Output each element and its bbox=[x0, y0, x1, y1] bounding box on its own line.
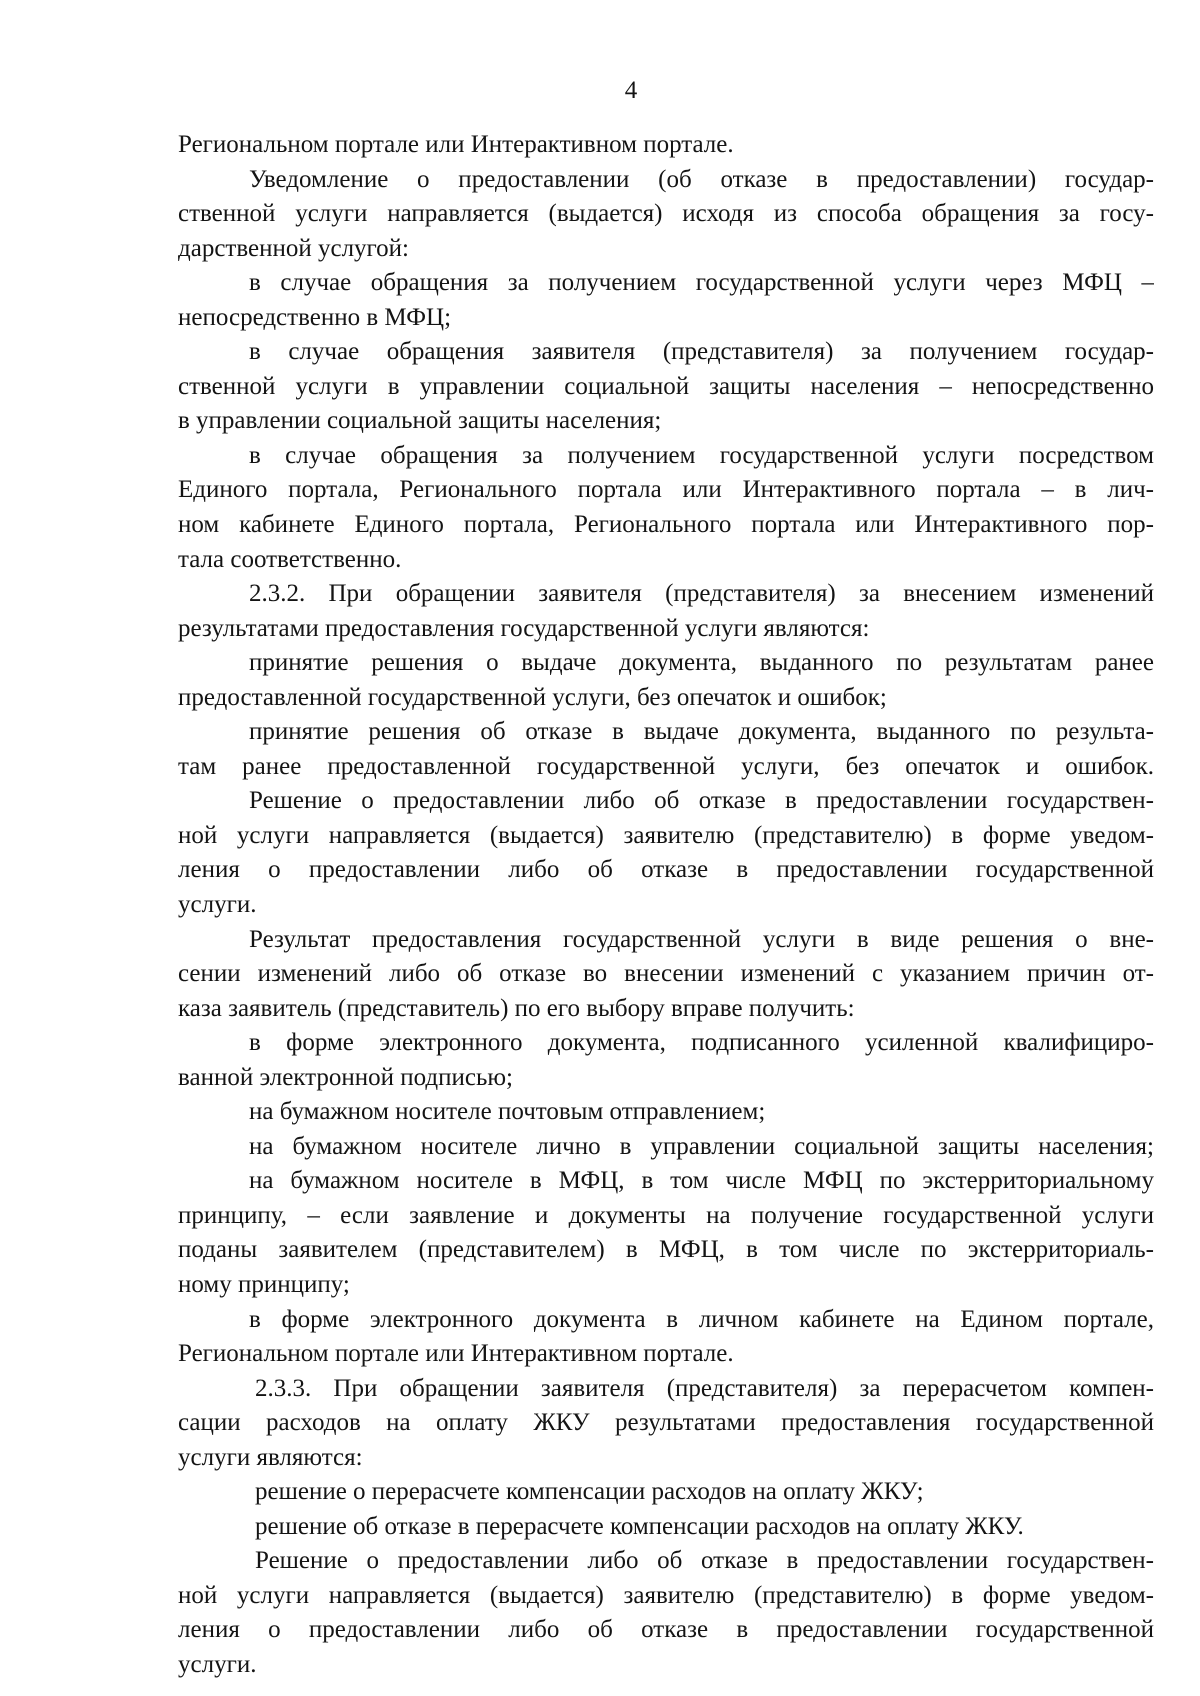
text-line: непосредственно в МФЦ; bbox=[178, 304, 452, 331]
text-line: тала соответственно. bbox=[178, 546, 402, 573]
text-line: решение о перерасчете компенсации расходов на оплату ЖКУ; bbox=[255, 1478, 924, 1505]
text-line: ванной электронной подписью; bbox=[178, 1064, 513, 1091]
text-line: каза заявитель (представитель) по его выбору вправе получить: bbox=[178, 995, 855, 1022]
text-line: ственной услуги направляется (выдается) исходя из способа обращения за госу- bbox=[178, 200, 1154, 227]
text-line: услуги. bbox=[178, 891, 257, 918]
text-line: в форме электронного документа, подписанного усиленной квалифициро- bbox=[249, 1029, 1154, 1056]
text-line: принятие решения о выдаче документа, выданного по результатам ранее bbox=[249, 649, 1154, 676]
text-line: там ранее предоставленной государственной услуги, без опечаток и ошибок. bbox=[178, 753, 1154, 780]
text-line: принятие решения об отказе в выдаче документа, выданного по результа- bbox=[249, 718, 1154, 745]
text-line: решение об отказе в перерасчете компенсации расходов на оплату ЖКУ. bbox=[255, 1513, 1024, 1540]
text-line: в управлении социальной защиты населения; bbox=[178, 407, 662, 434]
text-line: 2.3.3. При обращении заявителя (представителя) за перерасчетом компен- bbox=[255, 1375, 1154, 1402]
text-line: ном кабинете Единого портала, Регионального портала или Интерактивного пор- bbox=[178, 511, 1154, 538]
text-line: в случае обращения заявителя (представителя) за получением государ- bbox=[249, 338, 1154, 365]
text-line: Решение о предоставлении либо об отказе в предоставлении государствен- bbox=[255, 1547, 1154, 1574]
text-line: предоставленной государственной услуги, без опечаток и ошибок; bbox=[178, 684, 887, 711]
text-line: ления о предоставлении либо об отказе в предоставлении государственной bbox=[178, 856, 1154, 883]
text-line: принципу, – если заявление и документы на получение государственной услуги bbox=[178, 1202, 1154, 1229]
text-line: Единого портала, Регионального портала или Интерактивного портала – в лич- bbox=[178, 476, 1154, 503]
text-line: в случае обращения за получением государственной услуги через МФЦ – bbox=[249, 269, 1154, 296]
text-line: сации расходов на оплату ЖКУ результатами предоставления государственной bbox=[178, 1409, 1154, 1436]
text-line: Региональном портале или Интерактивном портале. bbox=[178, 1340, 734, 1367]
text-line: ления о предоставлении либо об отказе в предоставлении государственной bbox=[178, 1616, 1154, 1643]
text-line: ной услуги направляется (выдается) заявителю (представителю) в форме уведом- bbox=[178, 822, 1154, 849]
text-line: ной услуги направляется (выдается) заявителю (представителю) в форме уведом- bbox=[178, 1582, 1154, 1609]
text-line: услуги. bbox=[178, 1651, 257, 1678]
text-line: Уведомление о предоставлении (об отказе в предоставлении) государ- bbox=[249, 166, 1154, 193]
text-line: Региональном портале или Интерактивном портале. bbox=[178, 131, 734, 158]
text-line: в форме электронного документа в личном кабинете на Едином портале, bbox=[249, 1306, 1154, 1333]
text-line: услуги являются: bbox=[178, 1444, 363, 1471]
text-line: на бумажном носителе лично в управлении социальной защиты населения; bbox=[249, 1133, 1154, 1160]
text-line: на бумажном носителе почтовым отправлением; bbox=[249, 1098, 766, 1125]
text-line: поданы заявителем (представителем) в МФЦ, в том числе по экстерриториаль- bbox=[178, 1236, 1154, 1263]
text-line: сении изменений либо об отказе во внесении изменений с указанием причин от- bbox=[178, 960, 1154, 987]
text-line: ному принципу; bbox=[178, 1271, 350, 1298]
page-number: 4 bbox=[624, 77, 638, 104]
text-line: дарственной услугой: bbox=[178, 235, 410, 262]
text-line: на бумажном носителе в МФЦ, в том числе МФЦ по экстерриториальному bbox=[249, 1167, 1154, 1194]
text-line: Решение о предоставлении либо об отказе в предоставлении государствен- bbox=[249, 787, 1154, 814]
text-line: результатами предоставления государственной услуги являются: bbox=[178, 615, 870, 642]
text-line: ственной услуги в управлении социальной защиты населения – непосредственно bbox=[178, 373, 1154, 400]
text-line: Результат предоставления государственной услуги в виде решения о вне- bbox=[249, 926, 1154, 953]
text-line: в случае обращения за получением государственной услуги посредством bbox=[249, 442, 1154, 469]
text-line: 2.3.2. При обращении заявителя (представителя) за внесением изменений bbox=[249, 580, 1154, 607]
